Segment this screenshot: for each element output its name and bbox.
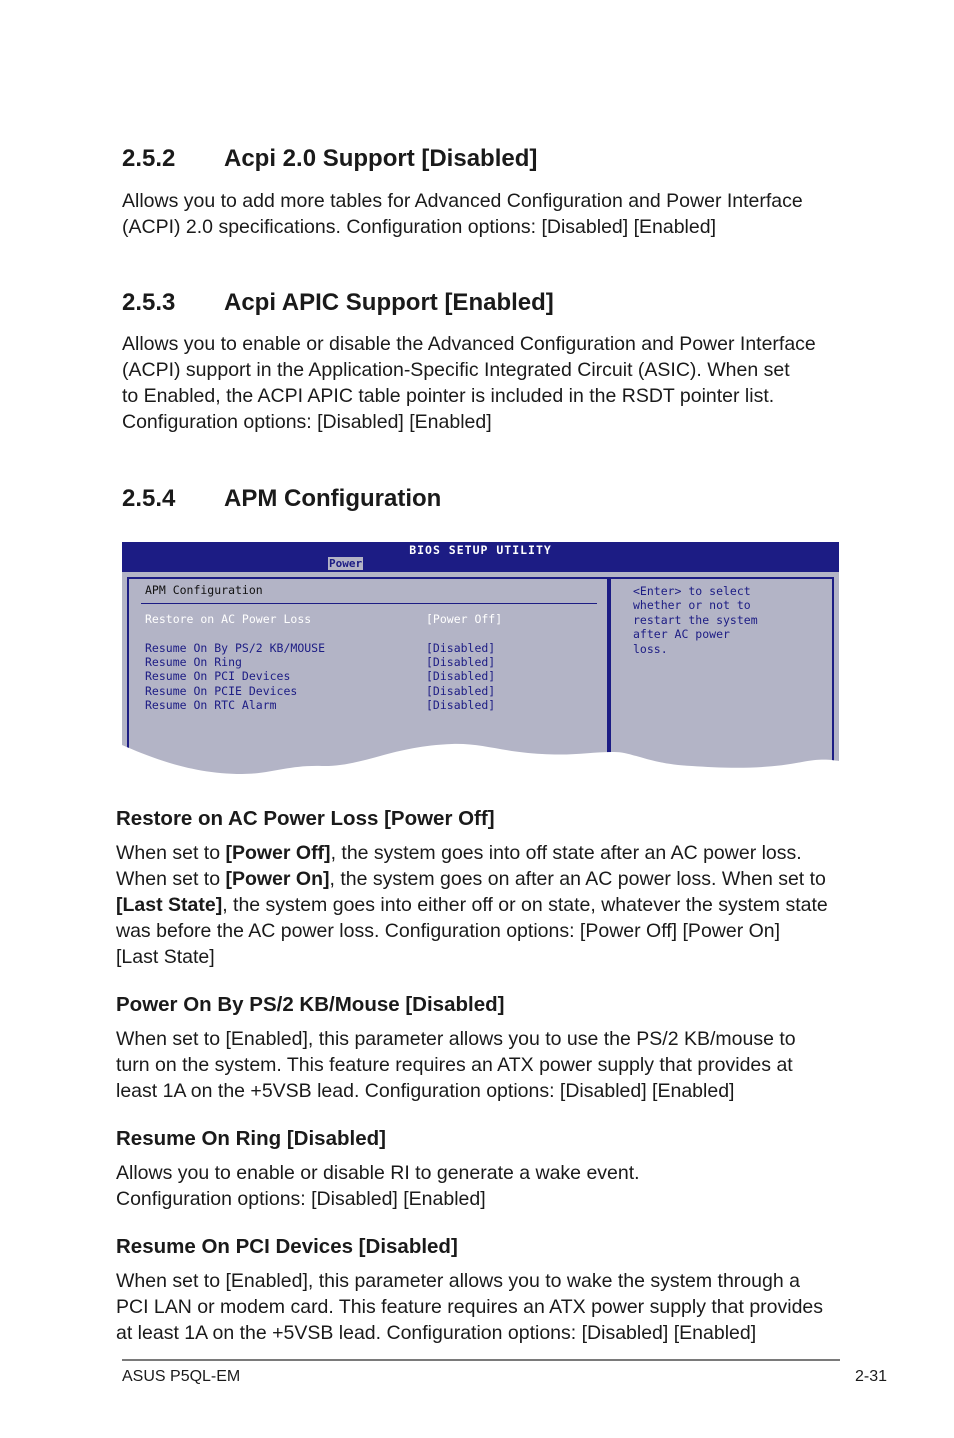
- bios-title: BIOS SETUP UTILITY: [409, 543, 552, 557]
- bios-help-text: [633, 584, 833, 656]
- section-heading-2-5-3: [122, 289, 554, 317]
- emphasis-last-state: [Last State]: [116, 894, 223, 916]
- text-run: When set to [Enabled], this parameter allows you to wake the system through a: [116, 1270, 800, 1292]
- text-run: turn on the system. This feature requires an ATX power supply that provides at: [116, 1054, 793, 1076]
- paragraph-line: Allows you to enable or disable the Advanced Configuration and Power Interface: [122, 333, 816, 355]
- section-paragraph: [122, 331, 842, 435]
- bios-item-resume-ps2[interactable]: Resume On By PS/2 KB/MOUSE: [145, 641, 326, 655]
- subsection-paragraph-pci: [116, 1268, 846, 1346]
- paragraph-line: (ACPI) 2.0 specifications. Configuration options: [Disabled] [Enabled]: [122, 216, 716, 238]
- text-run: least 1A on the +5VSB lead. Configuration options: [Disabled] [Enabled]: [116, 1080, 735, 1102]
- subsection-paragraph-restore-ac: [116, 840, 846, 970]
- footer-product-name: ASUS P5QL-EM: [122, 1368, 241, 1385]
- paragraph-line: Configuration options: [Disabled] [Enabled]: [122, 411, 492, 433]
- bios-separator: [141, 603, 597, 604]
- bios-item-resume-ring[interactable]: Resume On Ring: [145, 655, 242, 669]
- bios-screenshot: [122, 542, 839, 778]
- section-paragraph: [122, 188, 842, 240]
- bios-value-resume-ring[interactable]: [Disabled]: [426, 655, 496, 669]
- bios-help-line: <Enter> to select: [633, 584, 751, 598]
- text-run: , the system goes on after an AC power loss. When set to: [329, 868, 826, 890]
- paragraph-line: (ACPI) support in the Application-Specific Integrated Circuit (ASIC). When set: [122, 359, 790, 381]
- footer-page-number: 2-31: [854, 1368, 887, 1385]
- section-heading-2-5-4: [122, 485, 441, 513]
- bios-help-line: after AC power: [633, 627, 730, 642]
- emphasis-power-off: [Power Off]: [225, 842, 331, 864]
- text-run: Configuration options: [Disabled] [Enabled]: [116, 1188, 486, 1210]
- torn-edge-graphic: [122, 740, 839, 780]
- section-title: APM Configuration: [224, 485, 442, 512]
- paragraph-line: to Enabled, the ACPI APIC table pointer is included in the RSDT pointer list.: [122, 385, 775, 407]
- subsection-heading-pci: Resume On PCI Devices [Disabled]: [116, 1235, 458, 1258]
- bios-menu-tab-power[interactable]: Power: [329, 557, 363, 570]
- text-run: When set to [Enabled], this parameter allows you to use the PS/2 KB/mouse to: [116, 1028, 796, 1050]
- bios-value-resume-pcie[interactable]: [Disabled]: [426, 684, 496, 698]
- section-title: Acpi 2.0 Support [Disabled]: [224, 145, 538, 172]
- section-number: 2.5.4: [122, 485, 176, 512]
- subsection-heading-ps2: Power On By PS/2 KB/Mouse [Disabled]: [116, 993, 505, 1016]
- bios-item-resume-rtc[interactable]: Resume On RTC Alarm: [145, 698, 277, 712]
- bios-help-line: loss.: [633, 641, 668, 656]
- text-run: , the system goes into off state after an AC power loss.: [330, 842, 802, 864]
- text-run: Allows you to enable or disable RI to generate a wake event.: [116, 1162, 640, 1184]
- bios-value-resume-ps2[interactable]: [Disabled]: [426, 641, 496, 655]
- section-number: 2.5.3: [122, 289, 176, 316]
- subsection-paragraph-ps2: [116, 1026, 846, 1104]
- text-run: was before the AC power loss. Configuration options: [Power Off] [Power On]: [116, 920, 781, 942]
- subsection-paragraph-ring: [116, 1160, 846, 1212]
- section-title: Acpi APIC Support [Enabled]: [224, 289, 554, 316]
- subsection-heading-ring: Resume On Ring [Disabled]: [116, 1127, 386, 1150]
- text-run: at least 1A on the +5VSB lead. Configuration options: [Disabled] [Enabled]: [116, 1322, 757, 1344]
- text-run: When set to: [116, 868, 226, 890]
- bios-item-resume-pci[interactable]: Resume On PCI Devices: [145, 669, 291, 683]
- bios-value-resume-pci[interactable]: [Disabled]: [426, 669, 496, 683]
- bios-item-resume-pcie[interactable]: Resume On PCIE Devices: [145, 684, 298, 698]
- text-run: [Last State]: [116, 946, 215, 968]
- text-run: PCI LAN or modem card. This feature requires an ATX power supply that provides: [116, 1296, 824, 1318]
- section-heading-2-5-2: [122, 145, 537, 173]
- section-number: 2.5.2: [122, 145, 176, 172]
- text-run: When set to: [116, 842, 226, 864]
- bios-value-restore-ac-power-loss[interactable]: [Power Off]: [426, 612, 503, 626]
- bios-help-line: whether or not to: [633, 598, 751, 613]
- paragraph-line: Allows you to add more tables for Advanced Configuration and Power Interface: [122, 190, 803, 212]
- subsection-heading-restore-ac: Restore on AC Power Loss [Power Off]: [116, 807, 495, 830]
- bios-panel-title: APM Configuration: [145, 583, 263, 597]
- text-run: , the system goes into either off or on state, whatever the system state: [222, 894, 828, 916]
- footer-rule: [122, 1359, 840, 1361]
- emphasis-power-on: [Power On]: [225, 868, 330, 890]
- bios-value-resume-rtc[interactable]: [Disabled]: [426, 698, 496, 712]
- bios-help-line: restart the system: [633, 612, 758, 627]
- bios-item-restore-ac-power-loss[interactable]: Restore on AC Power Loss: [145, 612, 312, 626]
